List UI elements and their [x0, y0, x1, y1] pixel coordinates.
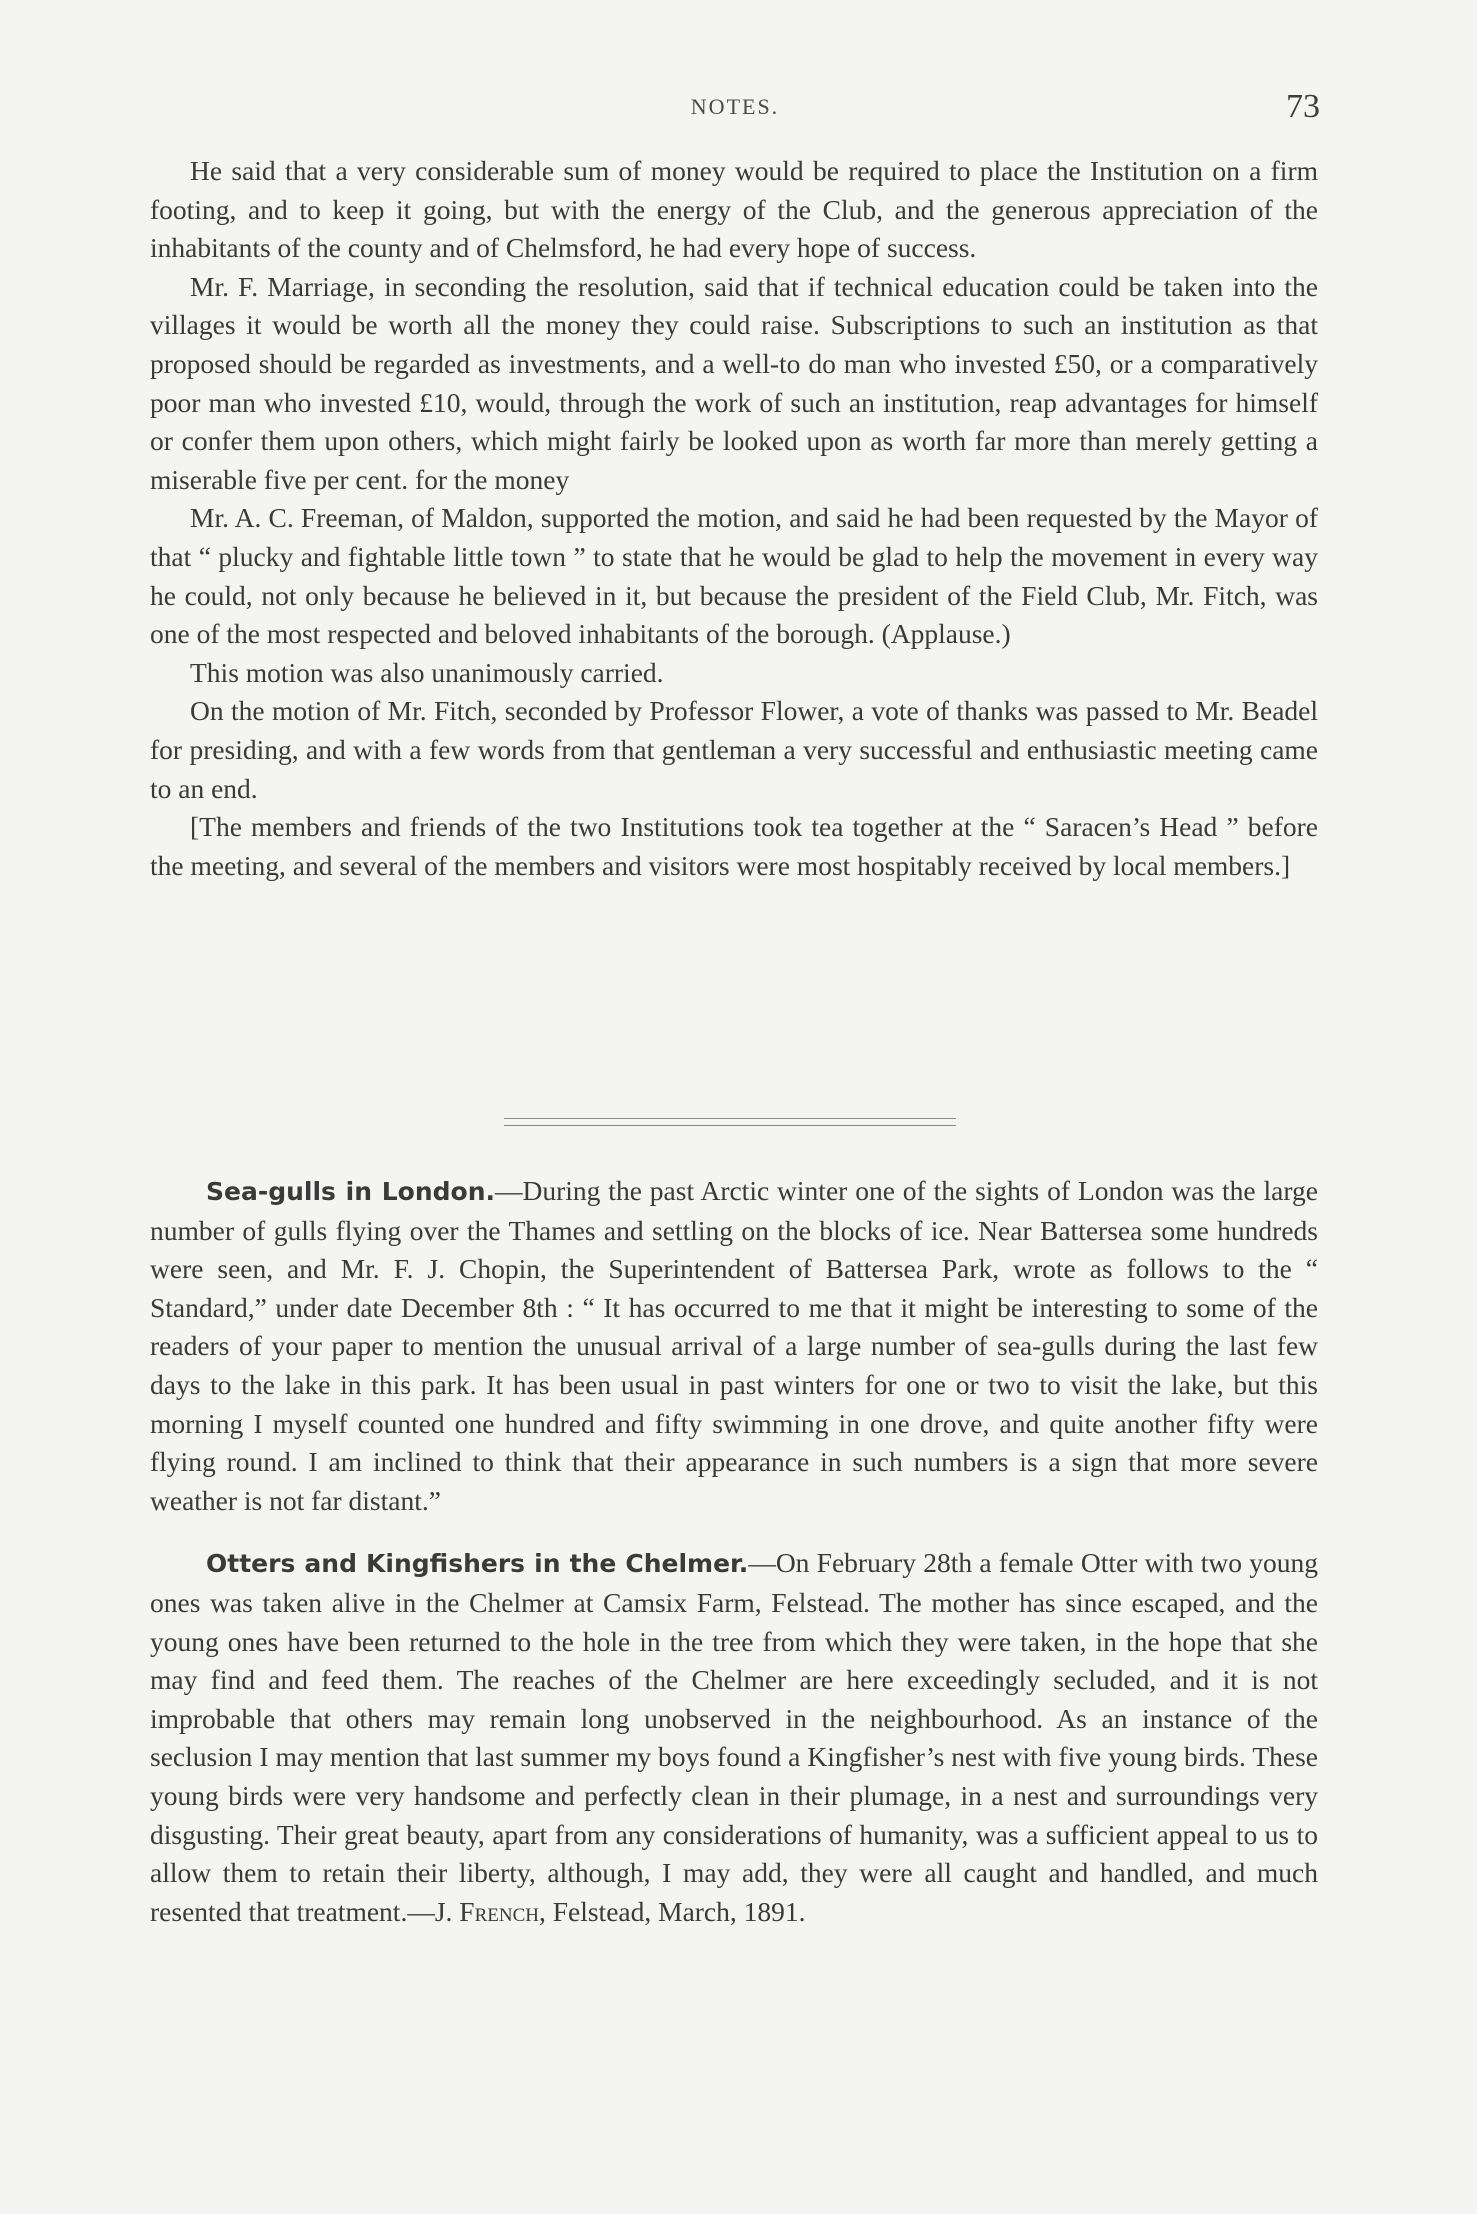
paragraph: This motion was also unanimously carried.	[190, 656, 664, 688]
note-title: Sea-gulls in London.	[206, 1177, 495, 1206]
paragraph: [The members and friends of the two Institutions took tea together at the “ Saracen’s Head ” before the meeting, and several of the members and visitors were most hospitably received by local members.]	[150, 811, 1318, 881]
paragraph: On the motion of Mr. Fitch, seconded by Professor Flower, a vote of thanks was passed to Mr. Beadel for presiding, and with a few words from that gentleman a very successful and enthusiastic meeting came to an end.	[150, 695, 1318, 804]
paragraph: He said that a very considerable sum of money would be required to place the Institution on a firm footing, and to keep it going, but with the energy of the Club, and the generous appreciation of the inhabitants of the county and of Chelmsford, he had every hope of success.	[150, 155, 1318, 264]
note-seagulls	[150, 1172, 1318, 1520]
note-otters	[150, 1544, 1318, 1931]
page-header	[150, 88, 1320, 138]
note-signoff: , Felstead, March, 1891.	[538, 1895, 806, 1927]
paragraph: Mr. A. C. Freeman, of Maldon, supported the motion, and said he had been requested by the Mayor of that “ plucky and fightable little town ” to state that he would be glad to help the movement in every way he could, not only because he believed in it, but because the president of the Field Club, Mr. Fitch, was one of the most respected and beloved inhabitants of the borough. (Applause.)	[150, 502, 1318, 650]
note-text: —On February 28th a female Otter with two young ones was taken alive in the Chelmer at Camsix Farm, Felstead. The mother has since escaped, and the young ones have been returned to the hole in the tree from which they were taken, in the hope that she may find and feed them. The reaches of the Chelmer are here exceedingly secluded, and it is not improbable that others may remain long unobserved in the neighbourhood. As an instance of the seclusion I may mention that last summer my boys found a Kingfisher’s nest with five young birds. These young birds were very handsome and perfectly clean in their plumage, in a nest and surroundings very disgusting. Their great beauty, apart from any considerations of humanity, was a sufficient appeal to us to allow them to retain their liberty, although, I may add, they were all caught and handled, and much resented that treatment.—	[150, 1547, 1318, 1927]
paragraph: Mr. F. Marriage, in seconding the resolution, said that if technical education could be taken into the villages it would be worth all the money they could raise. Subscriptions to such an institution as that proposed should be regarded as investments, and a well-to do man who invested £50, or a comparatively poor man who invested £10, would, through the work of such an institution, reap advantages for himself or confer them upon others, which might fairly be looked upon as worth far more than merely getting a miserable five per cent. for the money	[150, 270, 1318, 495]
running-head: NOTES.	[690, 94, 780, 119]
note-text: —During the past Arctic winter one of the sights of London was the large number of gulls flying over the Thames and settling on the blocks of ice. Near Battersea some hundreds were seen, and Mr. F. J. Chopin, the Superintendent of Battersea Park, wrote as follows to the “ Standard,” under date December 8th : “ It has occurred to me that it might be interesting to some of the readers of your paper to mention the unusual arrival of a large number of sea-gulls during the last few days to the lake in this park. It has been usual in past winters for one or two to visit the lake, but this morning I myself counted one hundred and fifty swimming in one drove, and quite another fifty were flying round. I am inclined to think that their appearance in such numbers is a sign that more severe weather is not far distant.”	[150, 1175, 1318, 1516]
note-title: Otters and Kingfishers in the Chelmer.	[206, 1549, 749, 1579]
section-divider	[504, 1118, 956, 1126]
meeting-report	[150, 152, 1318, 885]
note-author: J. French	[434, 1895, 539, 1927]
notes-section	[150, 1172, 1318, 1931]
page-number: 73	[1286, 88, 1320, 125]
